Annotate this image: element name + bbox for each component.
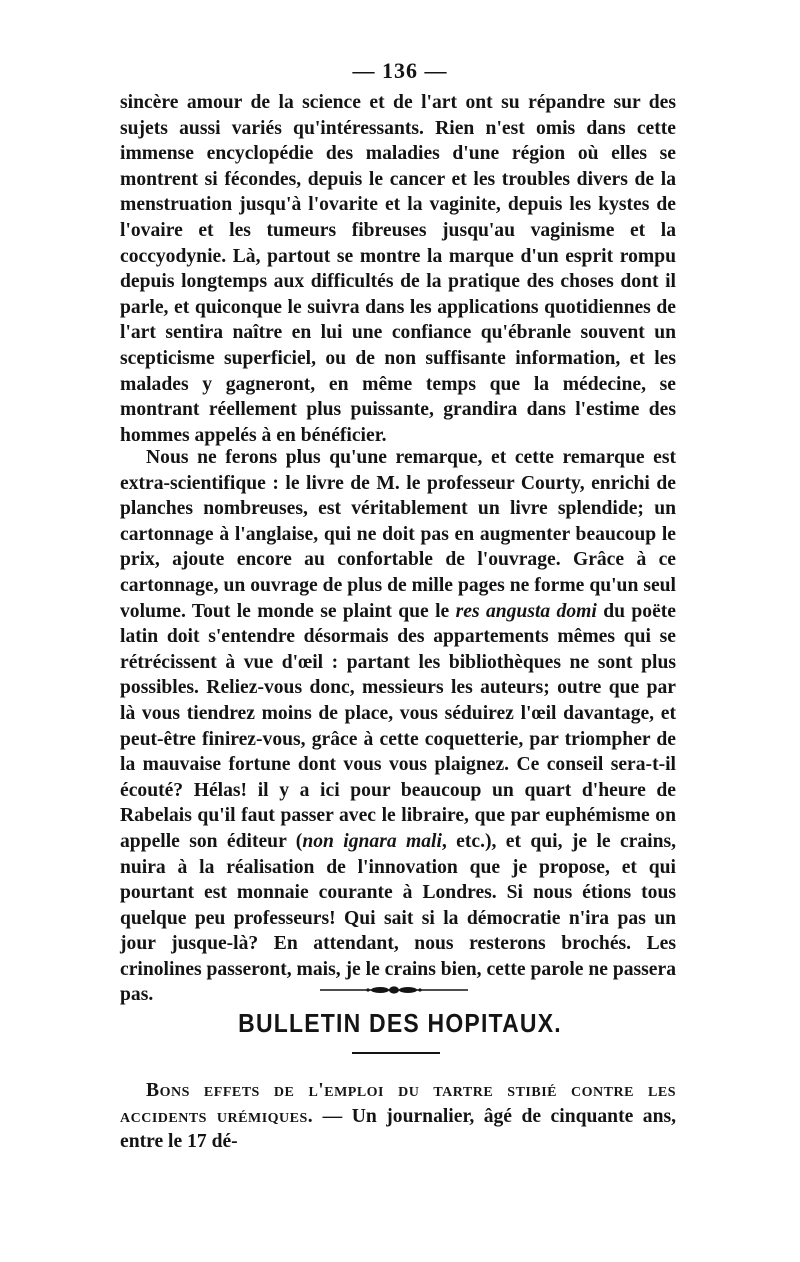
- paragraph-2: [120, 445, 676, 1008]
- article-opening: [120, 1078, 676, 1155]
- page-number: — 136 —: [352, 58, 448, 83]
- article-text: — Un journalier, âgé de cinquante ans, entre le 17 dé-: [120, 1105, 676, 1153]
- section-title: BULLETIN DES HOPITAUX.: [238, 1008, 562, 1038]
- fleuron-ornament-icon: [320, 986, 468, 994]
- paragraph-3: [120, 1078, 676, 1155]
- paragraph-2-text-c: , etc.), et qui, je le crains, nuira à la réalisation de l'innovation que je propose, et qui pourtant est monnaie courante à Londres. Si nous étions tous quelque peu professeurs! Qui sait si la démocratie n'ira pas un jour jusque-là? En attendant, nous resterons brochés. Les crinolines passeront, mais, je le crains bien, cette parole ne passera pas.: [120, 830, 677, 1006]
- paragraph-2-text-a: Nous ne ferons plus qu'une remarque, et cette remarque est extra-scientifique : le livre de M. le professeur Courty, enrichi de planches nombreuses, est véritablement un livre splendide; un cartonnage à l'anglaise, qui ne doit pas en augmenter beaucoup le prix, ajoute encore au confortable de l'ouvrage. Grâce à ce cartonnage, un ouvrage de plus de mille pages ne forme qu'un seul volume. Tout le monde se plaint que le: [120, 447, 676, 622]
- latin-quote-res-angusta-domi: res angusta domi: [455, 600, 597, 622]
- paragraph-1: sincère amour de la science et de l'art ont su répandre sur des sujets aussi variés qu'intéressants. Rien n'est omis dans cette immense encyclopédie des maladies d'une région où elles se montrent si fécondes, depuis le cancer et les troubles divers de la menstruation jusqu'à l'ovarite et la vaginite, depuis les kystes de l'ovaire et les tumeurs fibreuses jusqu'au vaginisme et la coccyodynie. Là, partout se montre la marque d'un esprit rompu depuis longtemps aux difficultés de la pratique des choses dont il parle, et quiconque le suivra dans les applications quotidiennes de l'art sentira naître en lui une confiance qu'ébranle souvent un scepticisme superficiel, ou de non suffisante information, et les malades y gagneront, en même temps que la médecine, se montrant réellement plus puissante, grandira dans l'estime des hommes appelés à en bénéficier.: [120, 92, 676, 446]
- article-heading: Bons effets de l'emploi du tartre stibié contre les accidents urémiques.: [120, 1080, 676, 1127]
- latin-quote-non-ignara-mali: non ignara mali: [302, 830, 442, 852]
- paragraph-remark: [120, 445, 676, 1008]
- paragraph-2-text-b: du poëte latin doit s'entendre désormais des appartements mêmes qui se rétrécissent à vue d'œil : partant les bibliothèques ne sont plus possibles. Reliez-vous donc, messieurs les auteurs; outre que par là vous tiendrez moins de place, vous séduirez l'œil davantage, et peut-être finirez-vous, grâce à cette coquetterie, par triompher de la mauvaise fortune dont vous vous plaignez. Ce conseil sera-t-il écouté? Hélas! il y a ici pour beaucoup un quart d'heure de Rabelais qu'il faut passer avec le libraire, que par euphémisme on appelle son éditeur (: [120, 600, 676, 852]
- paragraph-continuation: [120, 90, 676, 448]
- title-divider: [352, 1052, 440, 1054]
